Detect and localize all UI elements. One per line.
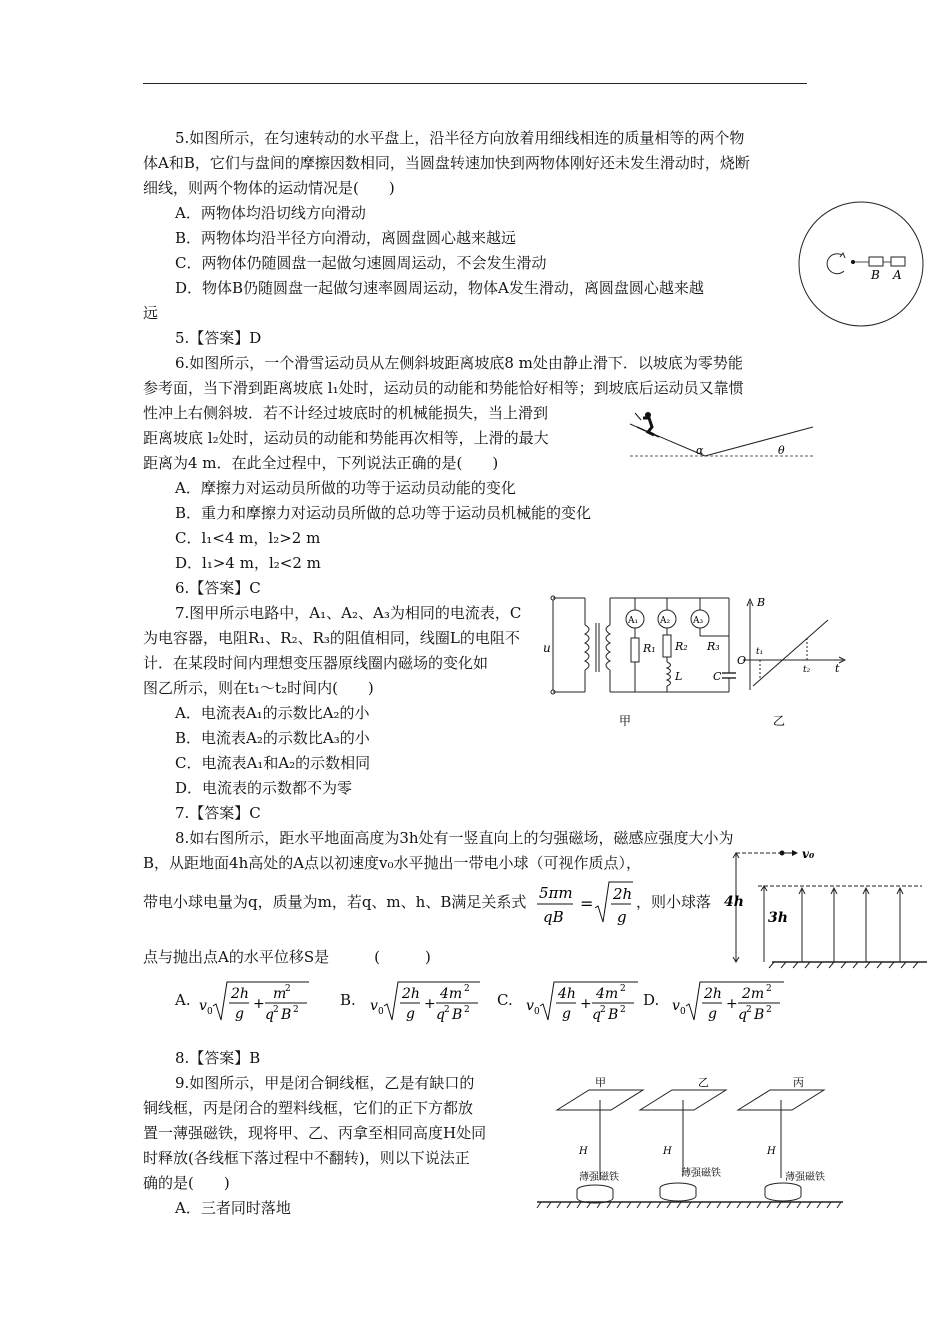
- q9-option-a: A．三者同时落地: [175, 1199, 291, 1217]
- q8-label-v0: v₀: [802, 847, 815, 861]
- q7-circuit-figure: [545, 590, 845, 730]
- svg-text:g: g: [235, 1006, 244, 1022]
- svg-text:2h: 2h: [704, 986, 722, 1002]
- svg-text:v: v: [199, 998, 207, 1014]
- q7-label-a1: A₁: [628, 616, 639, 626]
- svg-text:2h: 2h: [231, 986, 249, 1002]
- svg-text:0: 0: [207, 1007, 213, 1017]
- q7-label-r2: R₂: [675, 640, 688, 653]
- q9-frames-figure: [535, 1072, 847, 1214]
- svg-text:g: g: [562, 1006, 571, 1022]
- svg-text:+: +: [424, 996, 436, 1012]
- q9-label-h3: H: [767, 1146, 776, 1157]
- q5-option-a: A．两物体均沿切线方向滑动: [175, 204, 366, 222]
- svg-text:qB: qB: [543, 908, 564, 926]
- q6-line-2: 参考面，当下滑到距离坡底 l₁处时，运动员的动能和势能恰好相等；到坡底后运动员又靠惯: [143, 379, 744, 397]
- q5-option-d: D．物体B仍随圆盘一起做匀速率圆周运动，物体A发生滑动，离圆盘圆心越来越: [175, 279, 704, 297]
- q9-line-1: 9.如图所示，甲是闭合铜线框，乙是有缺口的: [175, 1074, 475, 1092]
- q7-answer: 7.【答案】C: [175, 804, 261, 822]
- q7-label-r1: R₁: [643, 642, 656, 655]
- svg-text:m: m: [273, 986, 287, 1002]
- svg-text:+: +: [253, 996, 265, 1012]
- q5-answer: 5.【答案】D: [175, 329, 262, 347]
- svg-text:v: v: [370, 998, 378, 1014]
- svg-text:B: B: [754, 1007, 765, 1023]
- svg-text:B: B: [452, 1007, 463, 1023]
- svg-text:2: 2: [293, 1005, 299, 1015]
- q8-option-a-formula: [197, 980, 315, 1024]
- q7-label-c: C: [713, 670, 722, 683]
- svg-text:B: B: [281, 1007, 292, 1023]
- q9-line-5: 确的是( ): [143, 1174, 230, 1192]
- q6-answer: 6.【答案】C: [175, 579, 261, 597]
- svg-text:q: q: [592, 1007, 601, 1023]
- q9-label-jia: 甲: [595, 1076, 606, 1089]
- q5-line-3: 细线，则两个物体的运动情况是( ): [143, 179, 395, 197]
- q6-line-1: 6.如图所示，一个滑雪运动员从左侧斜坡距离坡底8 m处由静止滑下．以坡底为零势能: [175, 354, 743, 372]
- q8-condition-formula: [533, 878, 633, 928]
- q7-label-t2: t₂: [803, 665, 811, 675]
- q7-line-3: 计．在某段时间内理想变压器原线圈内磁场的变化如: [143, 654, 489, 672]
- q7-label-b: B: [757, 596, 766, 609]
- q7-label-a3: A₃: [693, 616, 704, 626]
- q5-option-b: B．两物体均沿半径方向滑动，离圆盘圆心越来越远: [175, 229, 517, 247]
- svg-text:q: q: [265, 1007, 274, 1023]
- q7-label-jia: 甲: [619, 714, 632, 728]
- svg-text:+: +: [580, 996, 592, 1012]
- svg-text:q: q: [738, 1007, 747, 1023]
- svg-text:0: 0: [680, 1007, 686, 1017]
- q6-slope-figure: [625, 405, 820, 463]
- q7-label-l: L: [675, 670, 683, 683]
- q8-field-figure: [722, 838, 932, 970]
- q8-label-4h: 4h: [724, 894, 744, 910]
- svg-text:2: 2: [620, 984, 626, 994]
- q9-label-bing: 丙: [793, 1076, 804, 1089]
- svg-text:g: g: [617, 908, 627, 926]
- svg-text:2: 2: [464, 984, 470, 994]
- q9-label-magnet-3: 薄强磁铁: [785, 1172, 825, 1183]
- q6-line-4: 距离坡底 l₂处时，运动员的动能和势能再次相等，上滑的最大: [143, 429, 549, 447]
- q7-option-b: B．电流表A₂的示数比A₃的小: [175, 729, 370, 747]
- q7-label-t: t: [835, 662, 840, 675]
- q8-option-c-label: C.: [497, 991, 513, 1009]
- q9-label-yi: 乙: [698, 1076, 709, 1089]
- q9-line-3: 置一薄强磁铁，现将甲、乙、丙拿至相同高度H处同: [143, 1124, 487, 1142]
- q6-alpha: α: [696, 444, 704, 457]
- q6-option-a: A．摩擦力对运动员所做的功等于运动员动能的变化: [175, 479, 516, 497]
- q7-line-2: 为电容器，电阻R₁、R₂、R₃的阻值相同，线圈L的电阻不: [143, 629, 520, 647]
- q7-label-r3: R₃: [707, 640, 720, 653]
- svg-text:4h: 4h: [558, 986, 576, 1002]
- svg-text:g: g: [708, 1006, 717, 1022]
- svg-text:2h: 2h: [613, 885, 633, 903]
- skier-icon: [635, 412, 659, 437]
- q8-option-b-formula: [368, 980, 486, 1024]
- svg-text:2m: 2m: [742, 986, 765, 1002]
- q9-line-4: 时释放(各线框下落过程中不翻转)，则以下说法正: [143, 1149, 470, 1167]
- svg-text:=: =: [580, 894, 594, 913]
- svg-text:2: 2: [766, 984, 772, 994]
- svg-text:2: 2: [746, 1005, 752, 1015]
- q8-option-d-label: D.: [643, 991, 660, 1009]
- svg-text:5πm: 5πm: [539, 884, 573, 902]
- q6-line-5: 距离为4 m．在此全过程中，下列说法正确的是( ): [143, 454, 499, 472]
- q5-option-d-cont: 远: [143, 304, 159, 322]
- svg-text:B: B: [608, 1007, 619, 1023]
- q6-option-c: C．l₁<4 m，l₂>2 m: [175, 529, 321, 547]
- q5-line-1: 5.如图所示，在匀速转动的水平盘上，沿半径方向放着用细线相连的质量相等的两个物: [175, 129, 745, 147]
- svg-text:2: 2: [273, 1005, 279, 1015]
- q7-option-a: A．电流表A₁的示数比A₂的小: [175, 704, 370, 722]
- q8-line-2: B，从距地面4h高处的A点以初速度v₀水平抛出一带电小球（可视作质点），: [143, 854, 642, 872]
- svg-text:2: 2: [620, 1005, 626, 1015]
- q8-option-d-formula: [670, 980, 790, 1024]
- q6-line-3: 性冲上右侧斜坡．若不计经过坡底时的机械能损失，当上滑到: [143, 404, 549, 422]
- q8-label-3h: 3h: [768, 910, 788, 926]
- svg-text:2: 2: [766, 1005, 772, 1015]
- svg-text:2: 2: [285, 984, 291, 994]
- q8-condition-pre: 带电小球电量为q，质量为m，若q、m、h、B满足关系式: [143, 893, 527, 911]
- svg-text:4m: 4m: [440, 986, 463, 1002]
- q7-option-c: C．电流表A₁和A₂的示数相同: [175, 754, 371, 772]
- q5-turntable-figure: [795, 205, 935, 320]
- q5-line-2: 体A和B，它们与盘间的摩擦因数相同，当圆盘转速加快到两物体刚好还未发生滑动时，烧断: [143, 154, 750, 172]
- svg-text:+: +: [726, 996, 738, 1012]
- svg-text:v: v: [672, 998, 680, 1014]
- q8-line-last: 点与抛出点A的水平位移S是 ( ): [143, 948, 431, 966]
- svg-text:2h: 2h: [402, 986, 420, 1002]
- q9-label-h2: H: [663, 1146, 672, 1157]
- svg-text:2: 2: [464, 1005, 470, 1015]
- svg-text:0: 0: [534, 1007, 540, 1017]
- svg-text:4m: 4m: [596, 986, 619, 1002]
- q6-theta: θ: [778, 444, 785, 457]
- q8-option-a-label: A.: [175, 991, 191, 1009]
- q5-label-b: B: [871, 268, 880, 282]
- header-rule: [143, 83, 807, 84]
- q7-option-d: D．电流表的示数都不为零: [175, 779, 353, 797]
- q7-line-1: 7.图甲所示电路中，A₁、A₂、A₃为相同的电流表，C: [175, 604, 522, 622]
- q8-answer: 8.【答案】B: [175, 1049, 261, 1067]
- q9-line-2: 铜线框，丙是闭合的塑料线框，它们的正下方都放: [143, 1099, 474, 1117]
- q9-label-magnet-1: 薄强磁铁: [579, 1172, 619, 1183]
- svg-text:2: 2: [444, 1005, 450, 1015]
- svg-text:q: q: [436, 1007, 445, 1023]
- q6-option-b: B．重力和摩擦力对运动员所做的总功等于运动员机械能的变化: [175, 504, 592, 522]
- q5-option-c: C．两物体仍随圆盘一起做匀速圆周运动，不会发生滑动: [175, 254, 547, 272]
- q7-line-4: 图乙所示，则在t₁～t₂时间内( ): [143, 679, 374, 697]
- q7-label-u: u: [543, 641, 551, 655]
- svg-text:v: v: [526, 998, 534, 1014]
- q8-option-c-formula: [524, 980, 644, 1024]
- q7-label-o: O: [737, 654, 747, 667]
- q7-label-a2: A₂: [660, 616, 671, 626]
- q8-condition-post: ，则小球落: [636, 893, 712, 911]
- q8-line-1: 8.如右图所示，距水平地面高度为3h处有一竖直向上的匀强磁场，磁感应强度大小为: [175, 829, 734, 847]
- q7-label-t1: t₁: [756, 647, 764, 657]
- q9-label-magnet-2: 薄强磁铁: [681, 1168, 721, 1179]
- q7-label-yi: 乙: [773, 714, 786, 728]
- svg-text:0: 0: [378, 1007, 384, 1017]
- q5-label-a: A: [893, 268, 902, 282]
- q6-option-d: D．l₁>4 m，l₂<2 m: [175, 554, 321, 572]
- q9-label-h1: H: [579, 1146, 588, 1157]
- svg-text:2: 2: [600, 1005, 606, 1015]
- q8-option-b-label: B.: [340, 991, 356, 1009]
- svg-text:g: g: [406, 1006, 415, 1022]
